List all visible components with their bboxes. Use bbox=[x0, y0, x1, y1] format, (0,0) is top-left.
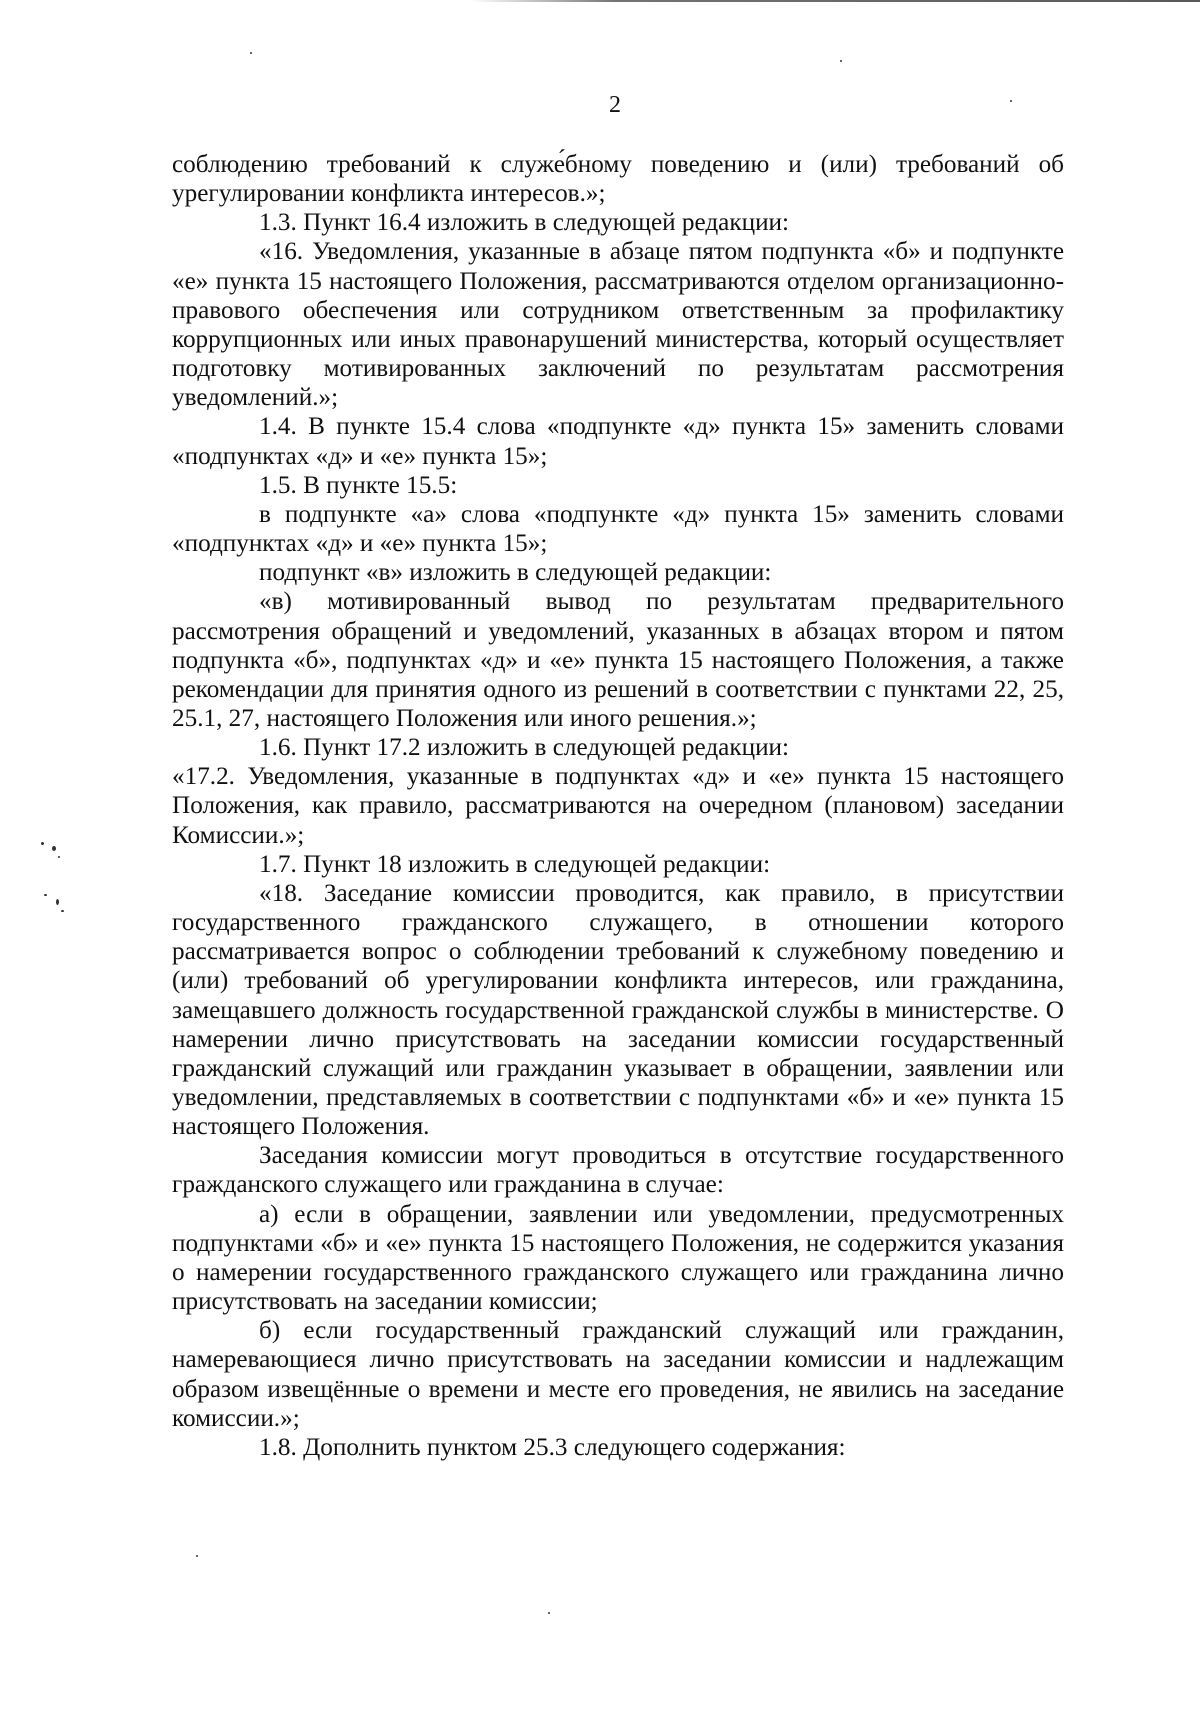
paragraph: 1.5. В пункте 15.5: bbox=[259, 471, 458, 499]
paragraph: а) если в обращении, заявлении или уведомлении, предусмотренных подпунктами «б» и «е» пункта 15 настоящего Положения, не содержится указания о намерении государственного гражданского служащего или гражданина лично присутствовать на заседании комиссии; bbox=[172, 1200, 1064, 1316]
scan-speck bbox=[548, 1612, 550, 1614]
scan-speck bbox=[44, 894, 47, 896]
paragraph: 1.7. Пункт 18 изложить в следующей редакции: bbox=[259, 850, 771, 878]
scan-speck bbox=[58, 856, 60, 858]
paragraph: 1.6. Пункт 17.2 изложить в следующей редакции: bbox=[259, 734, 790, 762]
paragraph: «16. Уведомления, указанные в абзаце пятом подпункта «б» и подпункте «е» пункта 15 настоящего Положения, рассматриваются отделом организационно- правового обеспечения или сотрудником ответственным за профилактику коррупционных или иных правонарушений министерства, который осуществляет подготовку мотивированных заключений по результатам рассмотрения уведомлений.»; bbox=[172, 238, 1064, 412]
scan-speck bbox=[52, 846, 56, 851]
paragraph: «17.2. Уведомления, указанные в подпунктах «д» и «е» пункта 15 настоящего Положения, как правило, рассматриваются на очередном (плановом) заседании Комиссии.»; bbox=[172, 763, 1064, 849]
scan-speck bbox=[61, 910, 64, 912]
paragraph: 1.8. Дополнить пунктом 25.3 следующего содержания: bbox=[259, 1433, 846, 1461]
paragraph: «в) мотивированный вывод по результатам предварительного рассмотрения обращений и уведомлений, указанных в абзацах втором и пятом подпункта «б», подпунктах «д» и «е» пункта 15 настоящего Положения, а также рекомендации для принятия одного из решений в соответствии с пунктами 22, 25, 25.1, 27, настоящего Положения или иного решения.»; bbox=[172, 588, 1064, 732]
paragraph: 1.4. В пункте 15.4 слова «подпункте «д» пункта 15» заменить словами «подпунктах «д» и «е» пункта 15»; bbox=[172, 413, 1064, 470]
paragraph: Заседания комиссии могут проводиться в отсутствие государственного гражданского служащего или гражданина в случае: bbox=[172, 1142, 1064, 1199]
paragraph: «18. Заседание комиссии проводится, как правило, в присутствии государственного гражданского служащего, в отношении которого рассматривается вопрос о соблюдении требований к служебному поведению и (или) требований об урегулировании конфликта интересов, или гражданина, замещавшего должность государственной гражданской службы в министерстве. О намерении лично присутствовать на заседании комиссии государственный гражданский служащий или гражданин указывает в обращении, заявлении или уведомлении, представляемых в соответствии с подпунктами «б» и «е» пункта 15 настоящего Положения. bbox=[172, 879, 1064, 1141]
scan-speck bbox=[196, 1555, 198, 1557]
paragraph: соблюдению требований к служе́бному поведению и (или) требований об урегулировании конфликта интересов.»; bbox=[172, 151, 1064, 208]
scan-speck bbox=[56, 899, 59, 905]
scan-speck bbox=[840, 60, 842, 62]
scan-speck bbox=[1010, 100, 1012, 102]
paragraph: 1.3. Пункт 16.4 изложить в следующей редакции: bbox=[259, 209, 790, 237]
scan-edge-line bbox=[470, 0, 1200, 2]
document-body bbox=[172, 150, 1064, 1462]
page-number: 2 bbox=[609, 92, 621, 118]
scan-speck bbox=[41, 842, 44, 845]
scan-speck bbox=[250, 52, 252, 54]
paragraph: б) если государственный гражданский служащий или гражданин, намеревающиеся лично присутствовать на заседании комиссии и надлежащим образом извещённые о времени и месте его проведения, не явились на заседание комиссии.»; bbox=[172, 1317, 1064, 1432]
paragraph: подпункт «в» изложить в следующей редакции: bbox=[259, 559, 772, 587]
paragraph: в подпункте «а» слова «подпункте «д» пункта 15» заменить словами «подпунктах «д» и «е» пункта 15»; bbox=[172, 500, 1064, 558]
